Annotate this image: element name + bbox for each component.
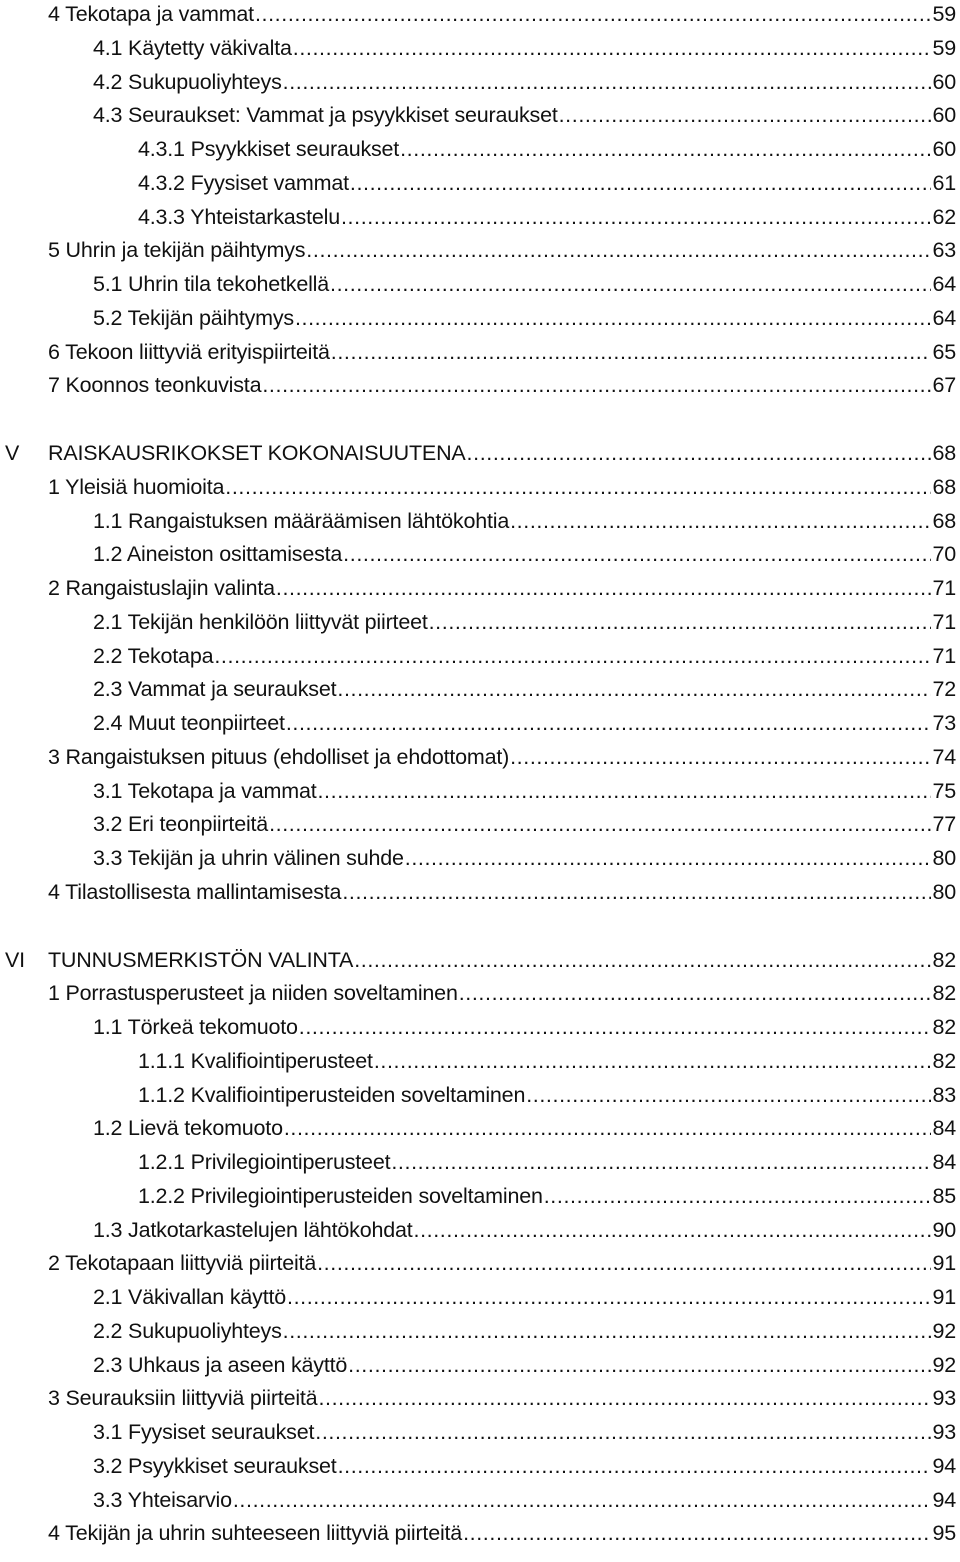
toc-row (0, 1215, 960, 1245)
toc-row (0, 809, 960, 839)
dot-leader (337, 674, 931, 704)
dot-leader (299, 1012, 932, 1042)
toc-entry-title: 5.1 Uhrin tila tekohetkellä (93, 269, 330, 299)
toc-entry-link[interactable] (93, 1485, 956, 1515)
toc-entry-link[interactable] (93, 303, 956, 333)
toc-entry-link[interactable] (138, 168, 956, 198)
toc-row (0, 303, 960, 333)
toc-part-numeral: V (5, 441, 20, 465)
toc-entry-link[interactable] (48, 573, 956, 603)
toc-entry-title: 3.1 Fyysiset seuraukset (93, 1417, 315, 1447)
toc-row (0, 134, 960, 164)
toc-page-number: 75 (932, 778, 956, 803)
toc-entry-link[interactable] (93, 607, 956, 637)
toc-row (0, 1350, 960, 1380)
toc-page-number: 61 (932, 170, 956, 195)
toc-entry-title: 2.4 Muut teonpiirteet (93, 708, 286, 738)
toc-page-number: 82 (932, 1015, 956, 1039)
toc-entry-link[interactable] (48, 438, 956, 468)
toc-page-number: 64 (932, 305, 956, 330)
dot-leader (354, 945, 931, 975)
toc-entry-title: 1.2.1 Privilegiointiperusteet (138, 1147, 391, 1177)
toc-page-number: 72 (932, 677, 956, 702)
toc-entry-title: 4.3.1 Psyykkiset seuraukset (138, 134, 400, 164)
toc-entry-link[interactable] (93, 1451, 956, 1481)
toc-entry-link[interactable] (48, 945, 956, 975)
dot-leader (341, 202, 932, 232)
toc-entry-link[interactable] (93, 100, 956, 130)
toc-page-number: 92 (932, 1318, 956, 1343)
toc-page-number: 70 (932, 542, 956, 567)
toc-entry-title: 4 Tekijän ja uhrin suhteeseen liittyviä piirteitä (48, 1518, 463, 1548)
toc-part-numeral: VI (5, 947, 25, 972)
toc-page-number: 90 (932, 1217, 956, 1242)
toc-page-number: 92 (932, 1352, 956, 1377)
toc-row (0, 370, 960, 400)
toc-row (0, 1046, 960, 1076)
toc-entry-title: 7 Koonnos teonkuvista (48, 370, 262, 400)
toc-row (0, 168, 960, 198)
toc-page-number: 74 (932, 744, 956, 769)
dot-leader (414, 1215, 932, 1245)
toc-entry-link[interactable] (93, 1215, 956, 1245)
toc-row (0, 337, 960, 367)
toc-entry-title: 1 Yleisiä huomioita (48, 472, 225, 502)
dot-leader (342, 877, 931, 907)
toc-row (0, 742, 960, 772)
toc-row (0, 472, 960, 502)
toc-page-number: 59 (932, 2, 956, 26)
dot-leader (283, 67, 932, 97)
dot-leader (374, 1046, 932, 1076)
dot-leader (283, 1316, 932, 1346)
toc-row (0, 1147, 960, 1177)
toc-page-number: 82 (932, 1048, 956, 1073)
dot-leader (306, 235, 931, 265)
toc-page-number: 68 (932, 508, 956, 533)
toc-entry-title: 1.1.2 Kvalifiointiperusteiden soveltaminen (138, 1080, 526, 1110)
toc-entry-link[interactable] (93, 1012, 956, 1042)
toc-entry-link[interactable] (48, 235, 956, 265)
toc-entry-title: 2.1 Tekijän henkilöön liittyvät piirteet (93, 607, 429, 637)
toc-entry-link[interactable] (93, 708, 956, 738)
toc-page-number: 68 (932, 474, 956, 499)
dot-leader (262, 370, 931, 400)
toc-page-number: 94 (932, 1453, 956, 1478)
toc-entry-link[interactable] (48, 472, 956, 502)
toc-entry-link[interactable] (138, 1181, 956, 1211)
toc-row (0, 776, 960, 806)
toc-row (0, 539, 960, 569)
dot-leader (293, 33, 932, 63)
toc-row (0, 607, 960, 637)
toc-page-number: 63 (932, 238, 956, 263)
dot-leader (510, 742, 931, 772)
toc-entry-link[interactable] (93, 674, 956, 704)
toc-row (0, 1012, 960, 1042)
toc-entry-title: 4.3 Seuraukset: Vammat ja psyykkiset seuraukset (93, 100, 559, 130)
dot-leader (391, 1147, 931, 1177)
toc-row (0, 1248, 960, 1278)
toc-row (0, 1383, 960, 1413)
toc-entry-link[interactable] (93, 33, 956, 63)
toc-entry-title: 3.1 Tekotapa ja vammat (93, 776, 317, 806)
toc-entry-title: 5.2 Tekijän päihtymys (93, 303, 295, 333)
toc-row (0, 945, 960, 975)
dot-leader (559, 100, 932, 130)
toc-entry-title: 1.1 Rangaistuksen määräämisen lähtökohtia (93, 506, 510, 536)
toc-entry-title: 1.2 Aineiston osittamisesta (93, 539, 343, 569)
toc-entry-link[interactable] (93, 67, 956, 97)
toc-entry-link[interactable] (93, 1282, 956, 1312)
toc-entry-title: 1.1 Törkeä tekomuoto (93, 1012, 299, 1042)
toc-entry-link[interactable] (138, 1147, 956, 1177)
toc-entry-title: 3.2 Psyykkiset seuraukset (93, 1451, 338, 1481)
toc-entry-link[interactable] (138, 134, 956, 164)
toc-row (0, 877, 960, 907)
toc-page-number: 60 (932, 69, 956, 94)
toc-entry-title: 2 Tekotapaan liittyviä piirteitä (48, 1248, 317, 1278)
toc-entry-title: 2.1 Väkivallan käyttö (93, 1282, 287, 1312)
dot-leader (233, 1485, 932, 1515)
toc-entry-link[interactable] (138, 1046, 956, 1076)
toc-page-number: 59 (932, 35, 956, 60)
toc-entry-title: 1 Porrastusperusteet ja niiden soveltaminen (48, 978, 459, 1008)
toc-entry-title: 4 Tilastollisesta mallintamisesta (48, 877, 342, 907)
dot-leader (348, 1350, 931, 1380)
toc-page-number: 71 (932, 643, 956, 668)
toc-entry-title: TUNNUSMERKISTÖN VALINTA (48, 945, 354, 975)
toc-entry-title: 1.3 Jatkotarkastelujen lähtökohdat (93, 1215, 414, 1245)
dot-leader (510, 506, 931, 536)
toc-entry-link[interactable] (93, 809, 956, 839)
dot-leader (317, 1248, 931, 1278)
toc-entry-title: 4.1 Käytetty väkivalta (93, 33, 293, 63)
toc-entry-link[interactable] (48, 1383, 956, 1413)
toc-page-number: 80 (932, 846, 956, 870)
dot-leader (317, 776, 931, 806)
toc-page-number: 82 (932, 947, 956, 972)
toc-page-number: 71 (932, 576, 956, 600)
dot-leader (343, 539, 931, 569)
toc-row (0, 978, 960, 1008)
toc-entry-title: 4.2 Sukupuoliyhteys (93, 67, 283, 97)
toc-page-number: 91 (932, 1251, 956, 1276)
toc-row (0, 1080, 960, 1110)
toc-row (0, 708, 960, 738)
toc-page-number: 60 (932, 137, 956, 161)
toc-entry-title: 3.3 Yhteisarvio (93, 1485, 233, 1515)
toc-row (0, 1518, 960, 1548)
dot-leader (338, 1451, 932, 1481)
dot-leader (255, 0, 932, 29)
dot-leader (225, 472, 931, 502)
toc-entry-link[interactable] (48, 978, 956, 1008)
toc-row (0, 573, 960, 603)
dot-leader (463, 1518, 931, 1548)
toc-entry-title: 1.2 Lievä tekomuoto (93, 1113, 284, 1143)
toc-page-number: 64 (932, 272, 956, 296)
toc-row (0, 0, 960, 29)
toc-entry-title: 3.3 Tekijän ja uhrin välinen suhde (93, 843, 405, 873)
toc-page-number: 84 (932, 1150, 956, 1174)
toc-page-number: 73 (932, 711, 956, 735)
dot-leader (318, 1383, 931, 1413)
toc-row (0, 843, 960, 873)
toc-entry-link[interactable] (138, 202, 956, 232)
toc-row (0, 641, 960, 671)
toc-entry-link[interactable] (93, 641, 956, 671)
toc-entry-title: 3 Rangaistuksen pituus (ehdolliset ja ehdottomat) (48, 742, 510, 772)
toc-entry-title: 5 Uhrin ja tekijän päihtymys (48, 235, 306, 265)
toc-row (0, 202, 960, 232)
toc-entry-title: 2.2 Sukupuoliyhteys (93, 1316, 283, 1346)
toc-page-number: 65 (932, 339, 956, 364)
dot-leader (405, 843, 932, 873)
dot-leader (331, 337, 932, 367)
toc-entry-link[interactable] (48, 337, 956, 367)
toc-page-number: 85 (932, 1183, 956, 1208)
toc-entry-title: 2.3 Vammat ja seuraukset (93, 674, 337, 704)
toc-entry-title: 4 Tekotapa ja vammat (48, 0, 255, 29)
toc-row (0, 235, 960, 265)
toc-page-number: 93 (932, 1420, 956, 1444)
toc-page-number: 68 (932, 441, 956, 465)
dot-leader (400, 134, 931, 164)
toc-entry-title: 4.3.2 Fyysiset vammat (138, 168, 350, 198)
toc-row (0, 1113, 960, 1143)
toc-row (0, 1316, 960, 1346)
toc-page-number: 94 (932, 1487, 956, 1512)
toc-entry-title: RAISKAUSRIKOKSET KOKONAISUUTENA (48, 438, 467, 468)
dot-leader (526, 1080, 931, 1110)
dot-leader (286, 708, 932, 738)
toc-row (0, 506, 960, 536)
toc-page-number: 80 (932, 879, 956, 904)
dot-leader (295, 303, 932, 333)
dot-leader (287, 1282, 931, 1312)
toc-entry-link[interactable] (93, 539, 956, 569)
toc-entry-title: 6 Tekoon liittyviä erityispiirteitä (48, 337, 331, 367)
toc-row (0, 438, 960, 468)
dot-leader (284, 1113, 932, 1143)
toc-entry-link[interactable] (93, 776, 956, 806)
toc-entry-title: 1.1.1 Kvalifiointiperusteet (138, 1046, 374, 1076)
toc-entry-link[interactable] (93, 843, 956, 873)
toc-entry-link[interactable] (48, 1248, 956, 1278)
toc-entry-link[interactable] (48, 370, 956, 400)
toc-page-number: 91 (932, 1285, 956, 1309)
toc-row (0, 100, 960, 130)
toc-page-number: 60 (932, 103, 956, 128)
toc-entry-title: 2.2 Tekotapa (93, 641, 214, 671)
toc-row (0, 1181, 960, 1211)
toc-entry-link[interactable] (48, 0, 956, 29)
toc-entry-title: 1.2.2 Privilegiointiperusteiden soveltaminen (138, 1181, 544, 1211)
toc-entry-link[interactable] (93, 1350, 956, 1380)
toc-row (0, 1451, 960, 1481)
toc-page-number: 71 (932, 609, 956, 634)
dot-leader (214, 641, 931, 671)
toc-entry-link[interactable] (93, 1316, 956, 1346)
toc-entry-link[interactable] (93, 506, 956, 536)
toc-entry-link[interactable] (138, 1080, 956, 1110)
toc-entry-link[interactable] (48, 1518, 956, 1548)
toc-row (0, 67, 960, 97)
toc-row (0, 1282, 960, 1312)
dot-leader (269, 809, 931, 839)
toc-page-number: 77 (932, 812, 956, 837)
toc-page-number: 67 (932, 373, 956, 398)
toc-page-number: 93 (932, 1386, 956, 1411)
dot-leader (544, 1181, 932, 1211)
toc-entry-title: 2.3 Uhkaus ja aseen käyttö (93, 1350, 348, 1380)
toc-entry-title: 3 Seurauksiin liittyviä piirteitä (48, 1383, 318, 1413)
toc-row (0, 1417, 960, 1447)
toc-entry-title: 3.2 Eri teonpiirteitä (93, 809, 269, 839)
toc-entry-link[interactable] (93, 1113, 956, 1143)
dot-leader (315, 1417, 931, 1447)
toc-row (0, 1485, 960, 1515)
dot-leader (350, 168, 932, 198)
dot-leader (429, 607, 932, 637)
toc-page-number: 95 (932, 1521, 956, 1546)
toc-entry-title: 4.3.3 Yhteistarkastelu (138, 202, 341, 232)
toc-entry-title: 2 Rangaistuslajin valinta (48, 573, 276, 603)
toc-page-number: 82 (932, 981, 956, 1006)
dot-leader (459, 978, 932, 1008)
toc-page-number: 62 (932, 204, 956, 229)
toc-entry-link[interactable] (48, 877, 956, 907)
dot-leader (467, 438, 932, 468)
dot-leader (276, 573, 932, 603)
toc-entry-link[interactable] (93, 1417, 956, 1447)
toc-page-number: 83 (932, 1082, 956, 1107)
toc-row (0, 33, 960, 63)
toc-entry-link[interactable] (93, 269, 956, 299)
dot-leader (330, 269, 931, 299)
toc-page-number: 84 (932, 1116, 956, 1141)
toc-entry-link[interactable] (48, 742, 956, 772)
toc-row (0, 269, 960, 299)
toc-row (0, 674, 960, 704)
